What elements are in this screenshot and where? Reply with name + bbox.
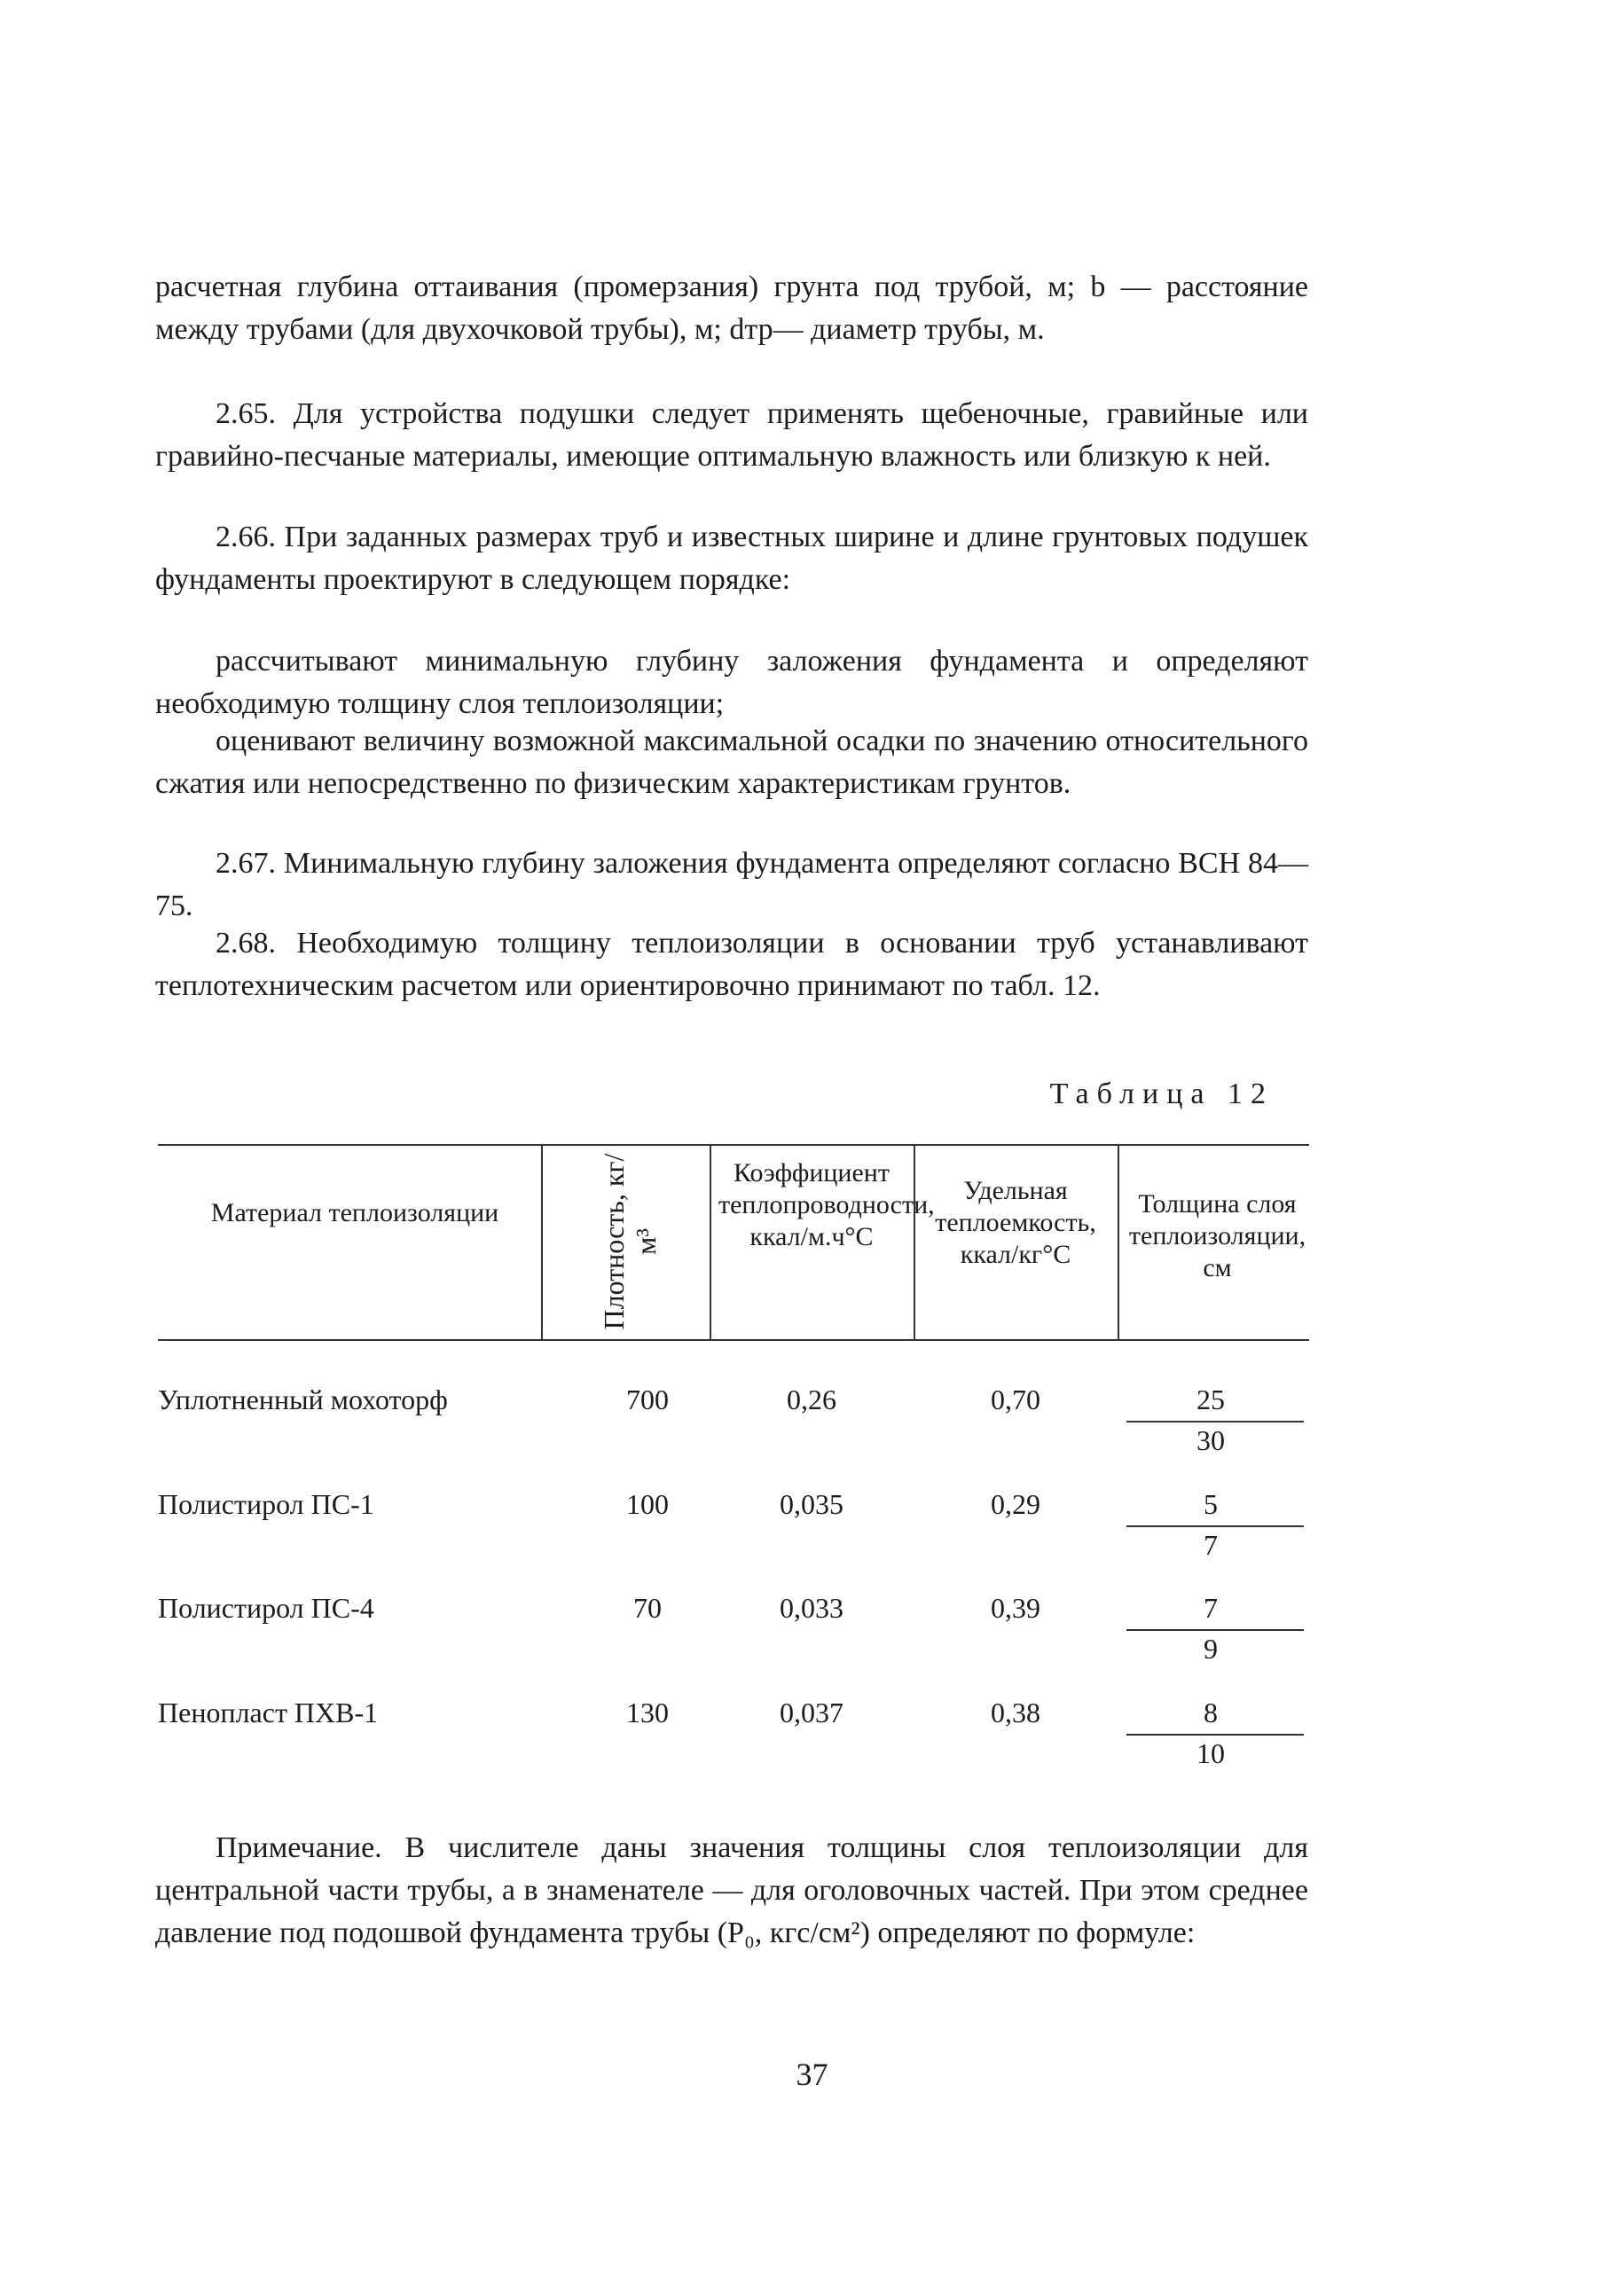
paragraph-2-67: 2.67. Минимальную глубину заложения фундамента определяют согласно ВСН 84—75. — [155, 847, 1308, 922]
table-cell-density: 700 — [626, 1383, 669, 1415]
table-cell-material: Полистирол ПС-4 — [158, 1592, 374, 1624]
thickness-denominator: 30 — [1196, 1424, 1225, 1456]
fraction-line — [1126, 1421, 1304, 1423]
paragraph-2-66: 2.66. При заданных размерах труб и известных ширине и длине грунтовых подушек фундаменты проектируют в следующем порядке: — [155, 521, 1308, 596]
thickness-denominator: 10 — [1196, 1737, 1225, 1769]
table-cell-coefficient: 0,033 — [780, 1592, 843, 1624]
fraction-line — [1126, 1734, 1304, 1736]
header-heat-capacity: Удельная теплоемкость, ккал/кг°С — [935, 1176, 1096, 1269]
table-cell-material: Уплотненный мохоторф — [158, 1383, 448, 1415]
header-density-text: Плотность, кг/м³ — [598, 1153, 662, 1330]
table-column-divider — [541, 1146, 543, 1339]
table-cell-heat-capacity: 0,39 — [991, 1592, 1040, 1624]
table-caption: Таблица 12 — [1049, 1078, 1274, 1110]
table-cell-coefficient: 0,037 — [780, 1697, 843, 1728]
table-cell-heat-capacity: 0,29 — [991, 1488, 1040, 1520]
table-cell-density: 100 — [626, 1488, 669, 1520]
table-note: Примечание. В числителе даны значения толщины слоя теплоизоляции для центральной части трубы, а в знаменателе — для оголовочных частей. При этом среднее давление под подошвой фундамента трубы (P₀, кгс/см²) определяют по формуле: — [155, 1831, 1308, 1949]
table-cell-heat-capacity: 0,38 — [991, 1697, 1040, 1728]
thickness-numerator: 25 — [1196, 1383, 1225, 1415]
table-cell-density: 130 — [626, 1697, 669, 1728]
table-cell-heat-capacity: 0,70 — [991, 1383, 1040, 1415]
fraction-line — [1126, 1525, 1304, 1527]
thickness-numerator: 5 — [1204, 1488, 1218, 1520]
header-coefficient: Коэффициент теплопроводности, ккал/м.ч°С — [718, 1158, 935, 1251]
table-cell-coefficient: 0,26 — [787, 1383, 836, 1415]
thickness-denominator: 9 — [1204, 1633, 1218, 1665]
thickness-numerator: 7 — [1204, 1592, 1218, 1624]
header-thickness: Толщина слоя теплоизоляции, см — [1128, 1189, 1306, 1282]
paragraph-2-68: 2.68. Необходимую толщину теплоизоляции в основании труб устанавливают теплотехническим расчетом или ориентировочно принимают по табл. 12. — [155, 927, 1308, 1002]
paragraph-definitions: расчетная глубина оттаивания (промерзания) грунта под трубой, м; b — расстояние между трубами (для двухочковой трубы), м; dтр— диаметр трубы, м. — [155, 270, 1308, 346]
table-cell-density: 70 — [633, 1592, 662, 1624]
paragraph-2-65: 2.65. Для устройства подушки следует применять щебеночные, гравийные или гравийно-песчаные материалы, имеющие оптимальную влажность или близкую к ней. — [155, 397, 1308, 473]
table-top-rule — [158, 1144, 1309, 1146]
table-column-divider — [1118, 1146, 1119, 1339]
thickness-denominator: 7 — [1204, 1529, 1218, 1561]
fraction-line — [1126, 1629, 1304, 1631]
table-header-rule — [158, 1339, 1309, 1341]
header-density — [550, 1153, 710, 1330]
table-cell-material: Полистирол ПС-1 — [158, 1488, 374, 1520]
page-number: 37 — [796, 2057, 828, 2092]
thickness-numerator: 8 — [1204, 1697, 1218, 1728]
paragraph-list-item-2: оценивают величину возможной максимальной осадки по значению относительного сжатия или непосредственно по физическим характеристикам грунтов. — [155, 725, 1308, 800]
table-column-divider — [710, 1146, 711, 1339]
header-material: Материал теплоизоляции — [210, 1198, 499, 1227]
paragraph-list-item-1: рассчитывают минимальную глубину заложения фундамента и определяют необходимую толщину слоя теплоизоляции; — [155, 645, 1308, 720]
table-column-divider — [914, 1146, 915, 1339]
table-cell-coefficient: 0,035 — [780, 1488, 843, 1520]
table-cell-material: Пенопласт ПХВ-1 — [158, 1697, 379, 1728]
